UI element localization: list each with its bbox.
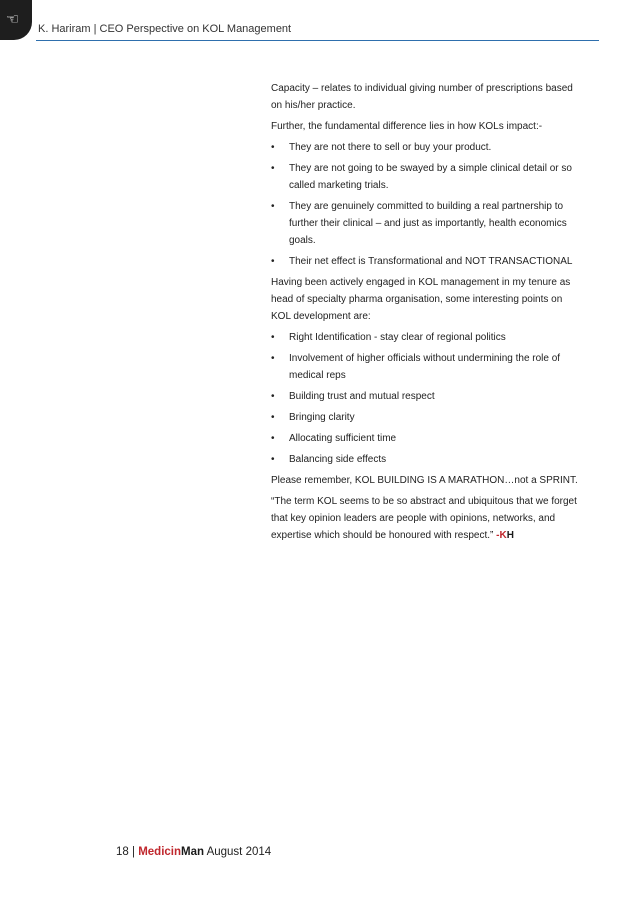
bullet: • <box>271 412 275 423</box>
quote-text: “The term KOL seems to be so abstract and ubiquitous that we forget that key opinion leaders are people with opinions, networks, and expertise which should be honoured with respect.” <box>271 496 577 541</box>
article-body <box>271 80 581 548</box>
page-footer <box>116 846 271 858</box>
page-number: 18 <box>116 846 129 858</box>
list-item: • Building trust and mutual respect <box>271 388 581 405</box>
bullet: • <box>271 332 275 343</box>
list-item: • Bringing clarity <box>271 409 581 426</box>
bullet: • <box>271 454 275 465</box>
signature-dash: - <box>493 530 500 541</box>
kol-impact-list <box>271 139 581 270</box>
brand-part-1: Medicin <box>138 846 182 858</box>
list-item: • They are genuinely committed to building a real partnership to further their clinical – and just as importantly, health economics goals. <box>271 198 581 249</box>
bullet: • <box>271 163 275 174</box>
pointing-hand-icon: ☜ <box>6 10 20 28</box>
list-item: • Their net effect is Transformational and NOT TRANSACTIONAL <box>271 253 581 270</box>
kol-development-list <box>271 329 581 468</box>
brand-part-2: Man <box>181 846 205 858</box>
issue-date: August 2014 <box>206 846 272 858</box>
bullet: • <box>271 433 275 444</box>
bullet: • <box>271 142 275 153</box>
corner-tab <box>0 0 32 40</box>
bullet: • <box>271 353 275 364</box>
footer-separator: | <box>132 846 135 858</box>
list-item: • Balancing side effects <box>271 451 581 468</box>
bullet: • <box>271 391 275 402</box>
paragraph-marathon: Please remember, KOL BUILDING IS A MARATHON…not a SPRINT. <box>271 475 578 486</box>
list-item: • Involvement of higher officials without undermining the role of medical reps <box>271 350 581 384</box>
header-rule <box>36 40 599 41</box>
signature-k: K <box>499 530 507 541</box>
closing-quote <box>271 493 581 544</box>
paragraph-capacity: Capacity – relates to individual giving number of prescriptions based on his/her practice. <box>271 83 573 111</box>
paragraph-difference: Further, the fundamental difference lies in how KOLs impact:- <box>271 121 543 132</box>
signature-h: H <box>506 530 514 541</box>
list-item: • They are not there to sell or buy your product. <box>271 139 581 156</box>
bullet: • <box>271 256 275 267</box>
running-head: K. Hariram | CEO Perspective on KOL Management <box>38 23 292 35</box>
list-item: • Allocating sufficient time <box>271 430 581 447</box>
magazine-name <box>138 846 204 858</box>
bullet: • <box>271 201 275 212</box>
paragraph-experience: Having been actively engaged in KOL management in my tenure as head of specialty pharma organisation, some interesting points on KOL development are: <box>271 277 571 322</box>
list-item: • Right Identification - stay clear of regional politics <box>271 329 581 346</box>
list-item: • They are not going to be swayed by a simple clinical detail or so called marketing trials. <box>271 160 581 194</box>
